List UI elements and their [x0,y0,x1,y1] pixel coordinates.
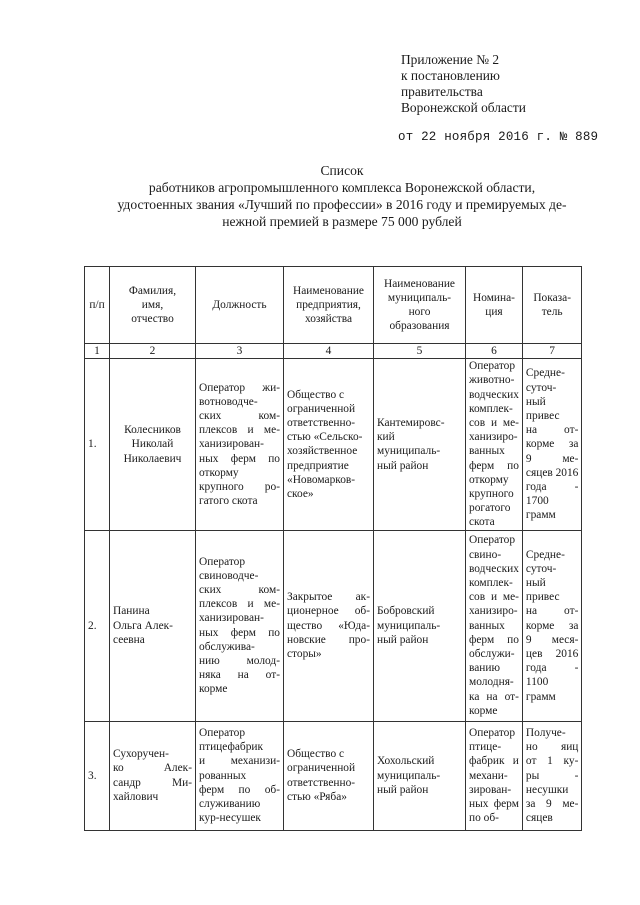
cell-line: и механизи- [199,755,280,768]
cell-line: но яиц [525,741,579,754]
cell-line: скота [469,516,495,529]
indicator [522,359,581,530]
cell-line: Средне- [525,367,565,380]
cell-line: привес [525,409,560,422]
cell-line: Колесников [124,424,181,437]
cell-line: стью «Сельско- [287,431,363,444]
cell-line: 1100 [525,676,549,689]
cell-line: грамм [525,690,556,703]
cell-line: фабрик и [469,755,519,768]
nomination [466,721,523,830]
column-number: 3 [196,344,284,359]
cell-line: ханизирован- [199,612,264,625]
title-line: удостоенных звания «Лучший по профессии» в 2016 году и премируемых де- [117,197,567,212]
cell-line: ный район [377,459,429,472]
appendix-line: Воронежской области [401,100,526,115]
cell-line: ных ферм по [199,626,280,639]
cell-line: свино- [469,548,502,561]
cell-line: Оператор жи- [199,381,280,394]
cell-line: года - [525,480,579,493]
cell-line: ванию [469,662,500,675]
employee-name [110,359,196,530]
cell-line: ный [525,576,546,589]
row-number: 2. [85,530,110,721]
header-cell-nomination [466,267,523,344]
cell-line: птицефабрик [199,741,264,754]
cell-line: ного [408,306,431,318]
cell-line: комплек- [469,576,513,589]
cell-line: ответственно- [287,776,356,789]
cell-line: кур-несушек [199,812,261,825]
cell-line: сеевна [113,633,145,646]
cell-line: сяцев [525,812,553,825]
cell-line: вотноводче- [199,395,258,408]
awardees-table [84,266,582,831]
column-number-row [85,344,582,359]
cell-line: Николаевич [123,452,182,465]
cell-line: животно- [469,374,515,387]
cell-line: за 9 ме- [525,797,579,810]
header-cell-name [110,267,196,344]
cell-line: рованных [199,769,247,782]
cell-line: муниципаль- [377,769,441,782]
cell-line: Средне- [525,548,565,561]
cell-line: водческих [469,562,519,575]
cell-line: корме [199,683,228,696]
cell-line: образования [389,320,450,333]
cell-line: муниципаль- [387,291,452,304]
municipality-name [374,530,466,721]
enterprise-name [284,359,374,530]
cell-line: суточ- [525,381,557,394]
employee-position [196,530,284,721]
row-number: 1. [85,359,110,530]
cell-line: Наименование [384,277,455,290]
cell-line: ограниченной [287,402,356,415]
cell-line: 9 меся- [525,633,579,646]
cell-line: Ольга Алек- [113,619,173,632]
cell-line: 1700 [525,495,549,508]
employee-name [110,530,196,721]
cell-line: Фамилия, [128,284,177,297]
cell-line: щество «Юда- [287,619,370,632]
cell-line: служиванию [199,797,261,810]
indicator [522,530,581,721]
cell-line: Закрытое ак- [287,591,370,604]
cell-line: ных ферм по [199,452,280,465]
cell-line: ционерное об- [287,605,370,618]
cell-line: свиноводче- [199,569,259,582]
cell-line: обслужива- [199,640,255,653]
table-header-row [85,267,582,344]
column-number: 1 [85,344,110,359]
table-row [85,530,582,721]
employee-position [196,359,284,530]
cell-line: Общество с [287,388,345,401]
cell-line: ферм по [469,633,519,646]
cell-line: по об- [469,812,499,825]
cell-line: имя, [141,298,164,311]
cell-line: тель [541,306,563,318]
column-number: 6 [466,344,523,359]
row-number: 3. [85,721,110,830]
cell-line: Николай [131,438,174,451]
column-number: 5 [374,344,466,359]
cell-line: корме [469,704,498,717]
cell-line: муниципаль- [377,445,441,458]
cell-line: стью «Ряба» [287,790,347,803]
employee-position [196,721,284,830]
cell-line: Номина- [472,291,515,304]
cell-line: Оператор [469,534,516,547]
cell-line: ванных [469,619,505,632]
enterprise-name [284,530,374,721]
table-row [85,359,582,530]
cell-line: ограниченной [287,762,356,775]
title-line: работников агропромышленного комплекса Воронежской области, [148,180,536,195]
cell-line: Сухоручен- [113,748,169,761]
cell-line: сторы» [287,647,322,660]
cell-line: рогатого [469,502,511,515]
title-line: нежной премией в размере 75 000 рублей [222,214,462,229]
cell-line: новские про- [287,633,370,646]
cell-line: предприятие [287,459,349,472]
cell-line: ских ком- [199,409,280,422]
cell-line: корме за [525,438,579,451]
cell-line: Бобровский [377,605,435,618]
cell-line: корме за [525,619,579,632]
cell-line: Оператор [469,360,516,373]
cell-line: сяцев 2016 [525,466,579,479]
cell-line: комплек- [469,402,513,415]
cell-line: муниципаль- [377,619,441,632]
cell-line: ханизиро- [469,605,518,618]
cell-line: ответственно- [287,417,356,430]
cell-line: няка на от- [199,669,280,682]
cell-line: Хохольский [377,755,435,768]
cell-line: Наименование [293,284,364,297]
municipality-name [374,721,466,830]
cell-line: Кантемировс- [377,417,445,430]
cell-line: Получе- [525,726,566,739]
cell-line: крупного [469,488,514,501]
cell-line: суточ- [525,562,557,575]
cell-line: водческих [469,388,519,401]
cell-line: зирован- [469,783,512,796]
cell-line: ный [525,395,546,408]
cell-line: 9 ме- [525,452,579,465]
cell-line: ское» [287,488,314,501]
cell-line: откорму [469,473,509,486]
cell-line: гатого скота [199,495,258,508]
cell-line: Общество с [287,748,345,761]
header-cell-position [196,267,284,344]
column-number: 2 [110,344,196,359]
column-number: 4 [284,344,374,359]
cell-line: ванных [469,445,505,458]
cell-line: от 1 ку- [525,755,579,768]
cell-line: Оператор [469,726,516,739]
header-cell-enterprise [284,267,374,344]
indicator [522,721,581,830]
cell-line: ферм по [469,459,519,472]
cell-line: сов и ме- [469,417,519,430]
cell-line: привес [525,591,560,604]
cell-line: Панина [113,605,150,618]
cell-line: ция [485,306,503,318]
cell-line: хозяйства [304,313,353,326]
cell-line: плексов и ме- [199,424,280,437]
cell-line: ских ком- [199,584,280,597]
nomination [466,530,523,721]
cell-line: Должность [212,298,267,311]
cell-line: отчество [131,313,174,326]
cell-line: цев 2016 [525,647,579,660]
cell-line: сов и ме- [469,591,519,604]
header-cell-number [85,267,110,344]
nomination [466,359,523,530]
header-cell-municipality [374,267,466,344]
cell-line: Оператор [199,555,246,568]
cell-line: «Новомарков- [287,473,356,486]
cell-line: ка на от- [469,690,519,703]
municipality-name [374,359,466,530]
appendix-block [401,52,526,116]
document-title [72,162,612,230]
cell-line: хайлович [113,790,159,803]
cell-line: Показа- [533,291,571,304]
cell-line: ный район [377,633,429,646]
column-number: 7 [522,344,581,359]
cell-line: птице- [469,741,502,754]
cell-line: Оператор [199,726,246,739]
cell-line: нию молод- [199,655,280,668]
cell-line: на от- [525,424,579,437]
cell-line: ферм по об- [199,783,280,796]
appendix-line: к постановлению [401,68,500,83]
cell-line: крупного ро- [199,480,280,493]
cell-line: года - [525,662,579,675]
cell-line: плексов и ме- [199,598,280,611]
cell-line: несушки [525,783,569,796]
decree-date: от 22 ноября 2016 г. № 889 [398,130,599,144]
cell-line: ханизирован- [199,438,264,451]
cell-line: ных ферм [469,797,519,810]
cell-line: на от- [525,605,579,618]
cell-line: хозяйственное [287,445,358,458]
employee-name [110,721,196,830]
cell-line: молодня- [469,676,514,689]
appendix-line: Приложение № 2 [401,52,500,67]
appendix-line: правительства [401,84,483,99]
cell-line: откорму [199,466,239,479]
enterprise-name [284,721,374,830]
cell-line: грамм [525,509,556,522]
cell-line: обслужи- [469,647,515,660]
title-line: Список [320,163,364,178]
cell-line: сандр Ми- [113,776,192,789]
cell-line: ный район [377,783,429,796]
cell-line: ко Алек- [113,762,192,775]
cell-line: кий [377,431,395,444]
cell-line: ры - [525,769,579,782]
table-row [85,721,582,830]
cell-line: п/п [89,298,105,311]
cell-line: предприятия, [296,298,361,311]
cell-line: ханизиро- [469,431,518,444]
cell-line: механи- [469,769,508,782]
header-cell-indicator [522,267,581,344]
